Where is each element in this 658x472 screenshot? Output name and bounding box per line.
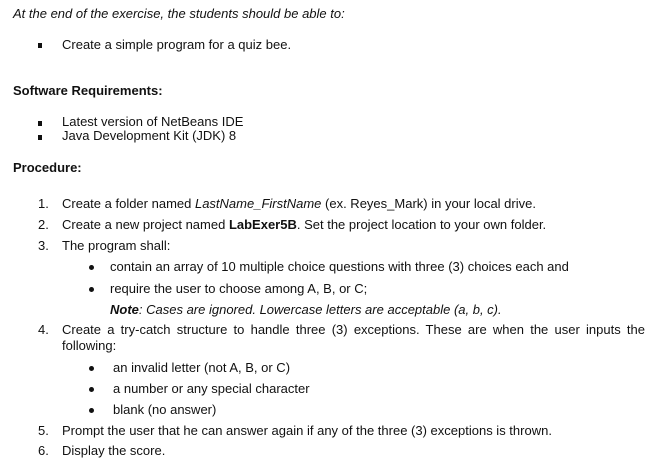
square-bullet-icon xyxy=(38,121,42,126)
step-2-post: . Set the project location to your own folder. xyxy=(296,217,547,232)
objective-item: Create a simple program for a quiz bee. xyxy=(62,37,292,52)
step-number: 3. xyxy=(38,238,49,253)
step-4-bullet: an invalid letter (not A, B, or C) xyxy=(113,360,291,375)
bullet-dot-icon xyxy=(89,265,94,270)
step-2-pre: Create a new project named xyxy=(62,217,229,232)
square-bullet-icon xyxy=(38,43,42,48)
step-1-folder-name: LastName_FirstName xyxy=(194,196,322,211)
step-1-pre: Create a folder named xyxy=(62,196,195,211)
note-label: Note xyxy=(110,302,139,317)
step-4-line-2: following: xyxy=(62,338,117,353)
intro-text: At the end of the exercise, the students should be able to: xyxy=(13,6,345,21)
step-5-text: Prompt the user that he can answer again if any of the three (3) exceptions is thrown. xyxy=(62,423,552,438)
step-4-line-1: Create a try-catch structure to handle three (3) exceptions. These are when the user inputs the xyxy=(62,322,645,337)
software-item: Latest version of NetBeans IDE xyxy=(62,114,244,129)
software-requirements-heading: Software Requirements: xyxy=(13,83,163,98)
bullet-dot-icon xyxy=(89,387,94,392)
step-6-text: Display the score. xyxy=(62,443,166,458)
step-3-note xyxy=(110,302,502,318)
software-item: Java Development Kit (JDK) 8 xyxy=(62,128,237,143)
bullet-dot-icon xyxy=(89,287,94,292)
bullet-dot-icon xyxy=(89,366,94,371)
step-4-bullet: blank (no answer) xyxy=(113,402,217,417)
step-1-text xyxy=(62,196,536,212)
step-2-text xyxy=(62,217,546,233)
step-2-project-name: LabExer5B xyxy=(228,217,297,232)
step-number: 2. xyxy=(38,217,49,232)
step-3-text: The program shall: xyxy=(62,238,171,253)
step-number: 6. xyxy=(38,443,49,458)
procedure-heading: Procedure: xyxy=(13,160,82,175)
step-number: 4. xyxy=(38,322,49,337)
bullet-dot-icon xyxy=(89,408,94,413)
square-bullet-icon xyxy=(38,135,42,140)
step-3-bullet: require the user to choose among A, B, or C; xyxy=(110,281,368,296)
step-number: 5. xyxy=(38,423,49,438)
step-3-bullet: contain an array of 10 multiple choice questions with three (3) choices each and xyxy=(110,259,569,274)
note-text: : Cases are ignored. Lowercase letters are acceptable (a, b, c). xyxy=(138,302,502,317)
step-1-post: (ex. Reyes_Mark) in your local drive. xyxy=(321,196,536,211)
step-number: 1. xyxy=(38,196,49,211)
step-4-bullet: a number or any special character xyxy=(113,381,310,396)
